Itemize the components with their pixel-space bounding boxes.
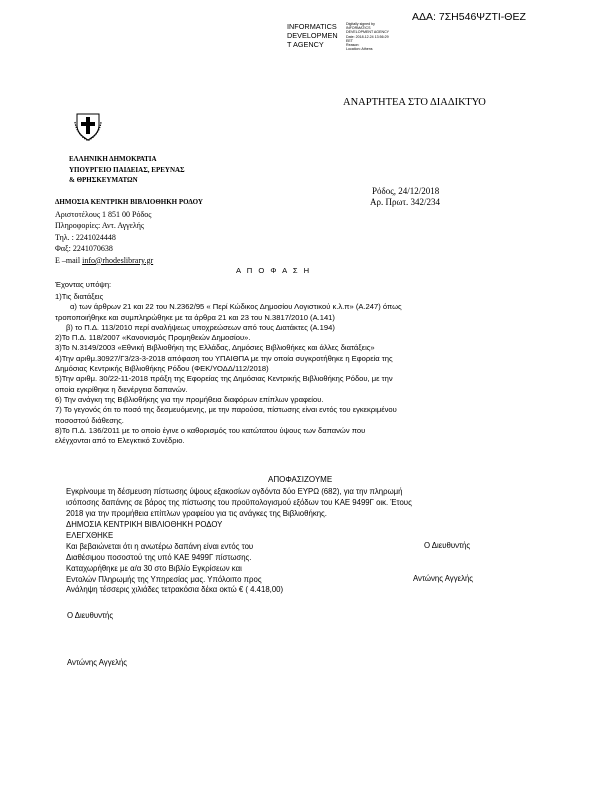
decide-line: Εγκρίνουμε τη δέσμευση πίστωσης ύψους εξακοσίων ογδόντα δύο ΕΥΡΩ (682), για την πληρωμή — [66, 487, 403, 496]
contact-phone: Τηλ. : 2241024448 — [55, 232, 116, 242]
signature-stamp-right — [346, 22, 389, 51]
signature-stamp-left — [287, 22, 338, 50]
stamp-right-line: EET — [346, 38, 353, 43]
contact-fax: Φαξ: 2241070638 — [55, 244, 113, 254]
ministry-line: & ΘΡΗΣΚΕΥΜΑΤΩΝ — [69, 176, 138, 184]
protocol-number: Αρ. Πρωτ. 342/234 — [370, 197, 441, 207]
stamp-right-line: Location: Athens — [346, 47, 373, 52]
list-item: οποία εγκρίθηκε η διενέργεια δαπανών. — [55, 384, 188, 394]
stamp-right-line: Reason: — [346, 43, 360, 48]
list-item: β) το Π.Δ. 113/2010 περί αναλήψεως υποχρεώσεων από τους Διατάκτες (Α.194) — [66, 322, 335, 332]
contact-address: Αριστοτέλους 1 851 00 Ρόδος — [55, 210, 152, 219]
check-block — [66, 520, 283, 596]
list-item: ποσοστού διάθεσης. — [55, 415, 124, 425]
list-item: 7) Το γεγονός ότι το ποσό της δεσμευόμενης, με την παρούσα, πίστωσης είναι εντός του εγκεκριμένου — [55, 405, 397, 415]
stamp-left-line: INFORMATICS — [287, 22, 337, 31]
director-name: Αντώνης Αγγελής — [413, 574, 474, 583]
decision-title: Α Π Ο Φ Α Σ Η — [236, 266, 312, 275]
check-line: Καταχωρήθηκε με α/α 30 στο Βιβλίο Εγκρίσεων και — [66, 563, 242, 573]
list-item: 8)Το Π.Δ. 136/2011 με το οποίο έγινε ο καθορισμός του κατώτατου ύψους των δαπανών που — [55, 425, 366, 435]
list-item: 2)Το Π.Δ. 118/2007 «Κανονισμός Προμηθειών Δημοσίου». — [55, 333, 251, 343]
director-label: Ο Διευθυντής — [424, 541, 471, 550]
considering-label: Έχοντας υπόψη: — [55, 280, 112, 289]
decide-line: 2018 για την προμήθεια επίπλων γραφείου για τις ανάγκες της Βιβλιοθήκης. — [66, 509, 327, 519]
footer-director-name: Αντώνης Αγγελής — [67, 658, 128, 667]
list-item: 1)Τις διατάξεις — [55, 292, 104, 301]
contact-info: Πληροφορίες: Αντ. Αγγελής — [55, 221, 145, 231]
ministry-line: ΕΛΛΗΝΙΚΗ ΔΗΜΟΚΡΑΤΙΑ — [69, 155, 157, 163]
stamp-right-line: DEVELOPMENT AGENCY — [346, 30, 390, 35]
check-line: Εντολών Πληρωμής της Υπηρεσίας μας. Υπόλοιπο προς — [66, 574, 262, 584]
stamp-right-line: Date: 2018.12.24 13:56:29 — [346, 34, 389, 39]
ada-code: ΑΔΑ: 7ΣΗ546ΨΖΤΙ-ΘΕΖ — [412, 11, 526, 23]
list-item: 4)Την αριθμ.30927/Γ3/23-3-2018 απόφαση του ΥΠΑΙΘΠΑ με την οποία συγκροτήθηκε η Εφορεία της — [55, 353, 393, 363]
decide-text — [66, 486, 536, 520]
ministry-line: ΥΠΟΥΡΓΕΙΟ ΠΑΙΔΕΙΑΣ, ΕΡΕΥΝΑΣ — [69, 165, 185, 174]
list-item: Δημόσιας Κεντρικής Βιβλιοθήκης Ρόδου (ΦΕΚ/ΥΟΔΔ/112/2018) — [55, 364, 269, 374]
decide-line: ισόποσης δαπάνης σε βάρος της πίστωσης του προϋπολογισμού εξόδων του ΚΑΕ 9499Γ οικ. Έτους — [66, 498, 412, 508]
publish-notice: ΑΝΑΡΤΗΤΕΑ ΣΤΟ ΔΙΑΔΙΚΤΥΟ — [343, 97, 486, 108]
check-line: Και βεβαιώνεται ότι η ανωτέρω δαπάνη είναι εντός του — [66, 541, 254, 551]
check-line: ΔΗΜΟΣΙΑ ΚΕΝΤΡΙΚΗ ΒΙΒΛΙΟΘΗΚΗ ΡΟΔΟΥ — [66, 520, 223, 529]
check-line: Διαθέσιμου ποσοστού της υπό ΚΑΕ 9499Γ πίστωσης. — [66, 552, 252, 562]
place-date: Ρόδος, 24/12/2018 — [372, 186, 440, 196]
ministry-block — [69, 154, 185, 186]
email-link[interactable]: info@rhodeslibrary.gr — [82, 255, 154, 265]
contact-block — [55, 209, 153, 266]
check-line: ΕΛΕΓΧΘΗΚΕ — [66, 530, 114, 540]
stamp-left-line: T AGENCY — [287, 40, 324, 50]
list-item: 3)Το Ν.3149/2003 «Εθνική Βιβλιοθήκη της Ελλάδας, Δημόσιες Βιβλιοθήκες και άλλες διατάξεις» — [55, 343, 375, 353]
check-line: Ανάληψη τέσσερις χιλιάδες τετρακόσια δέκα οκτώ € ( 4.418,00) — [66, 585, 284, 595]
list-item: ελέγχονται από το Ελεγκτικό Συνέδριο. — [55, 436, 185, 446]
stamp-right-line: INFORMATICS — [346, 26, 371, 31]
greek-emblem-icon — [74, 111, 102, 141]
email-label: E –mail — [55, 255, 81, 265]
list-item: τροποποιήθηκε και συμπληρώθηκε με τα άρθρα 21 και 23 του Ν.3817/2010 (Α.141) — [55, 312, 335, 322]
considerations-list — [55, 292, 525, 446]
stamp-right-line: Digitally signed by — [346, 22, 375, 26]
contact-email-row — [55, 255, 153, 266]
list-item: α) των άρθρων 21 και 22 του Ν.2362/95 « Περί Κώδικος Δημοσίου Λογιστικού κ.λ.π» (Α.247) όπως — [70, 302, 402, 312]
stamp-left-line: DEVELOPMEN — [287, 31, 338, 41]
decide-title: ΑΠΟΦΑΣΙΖΟΥΜΕ — [268, 475, 333, 484]
footer-director-label: Ο Διευθυντής — [67, 611, 114, 620]
list-item: 6) Την ανάγκη της Βιβλιοθήκης για την προμήθεια διαφόρων επίπλων γραφείου. — [55, 394, 324, 404]
list-item: 5)Την αριθμ. 30/22-11-2018 πράξη της Εφορείας της Δημόσιας Κεντρικής Βιβλιοθήκης Ρόδου, με την — [55, 374, 393, 384]
library-name: ΔΗΜΟΣΙΑ ΚΕΝΤΡΙΚΗ ΒΙΒΛΙΟΘΗΚΗ ΡΟΔΟΥ — [55, 198, 203, 206]
